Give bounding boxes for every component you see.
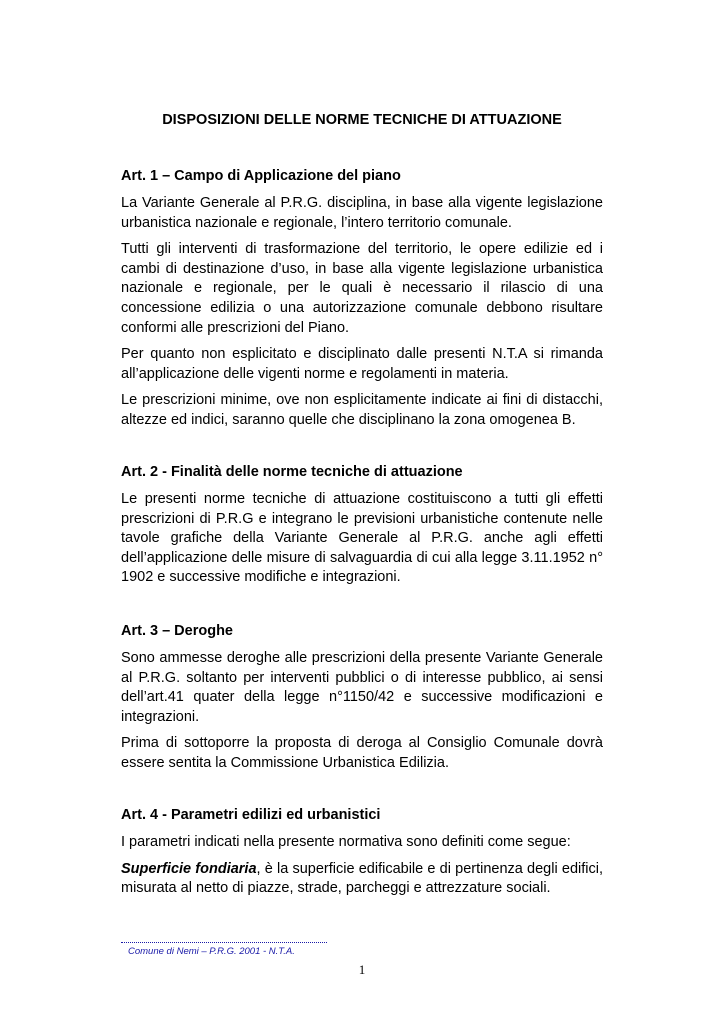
article-title: Art. 4 - Parametri edilizi ed urbanistici	[121, 807, 381, 823]
footer-divider	[121, 942, 327, 943]
article-paragraph: Le prescrizioni minime, ove non esplicitamente indicate ai fini di distacchi, altezze ed indici, saranno quelle che disciplinano la zona omogenea B.	[121, 392, 603, 428]
footer-text: Comune di Nemi – P.R.G. 2001 - N.T.A.	[128, 946, 295, 957]
definition-paragraph	[121, 860, 603, 899]
article-paragraph: Sono ammesse deroghe alle prescrizioni della presente Variante Generale al P.R.G. soltanto per interventi pubblici o di interesse pubblico, ai sensi dell’art.41 quater della legge n°1150/42 e successive modificazioni e integrazioni.	[121, 650, 603, 725]
article-paragraph: Tutti gli interventi di trasformazione del territorio, le opere edilizie ed i cambi di destinazione d’uso, in base alla vigente legislazione urbanistica nazionale e regionale, per le quali è necessario il rilascio di una concessione edilizia o una autorizzazione comunale debbono risultare conformi alle prescrizioni del Piano.	[121, 241, 603, 336]
article-title: Art. 2 - Finalità delle norme tecniche di attuazione	[121, 464, 463, 480]
article-3	[121, 621, 603, 781]
definition-term: Superficie fondiaria	[121, 860, 257, 877]
article-paragraph: Prima di sottoporre la proposta di deroga al Consiglio Comunale dovrà essere sentita la Commissione Urbanistica Edilizia.	[121, 735, 603, 771]
article-paragraph: La Variante Generale al P.R.G. disciplina, in base alla vigente legislazione urbanistica nazionale e regionale, l’intero territorio comunale.	[121, 195, 603, 231]
article-title: Art. 1 – Campo di Applicazione del piano	[121, 168, 401, 184]
article-2	[121, 462, 603, 595]
article-1	[121, 166, 603, 438]
document-title: DISPOSIZIONI DELLE NORME TECNICHE DI ATTUAZIONE	[162, 112, 562, 128]
article-4	[121, 805, 603, 906]
article-paragraph: Le presenti norme tecniche di attuazione costituiscono a tutti gli effetti prescrizioni di P.R.G e integrano le previsioni urbanistiche contenute nelle tavole grafiche della Variante Generale al P.R.G. anche agli effetti dell’applicazione delle misure di salvaguardia di cui alla legge 3.11.1952 n° 1902 e successive modifiche e integrazioni.	[121, 491, 603, 586]
definition-text: , è la superficie edificabile e di pertinenza degli edifici, misurata al netto di piazze, strade, parcheggi e attrezzature sociali.	[121, 860, 603, 897]
page-number: 1	[358, 962, 366, 977]
article-paragraph: Per quanto non esplicitato e disciplinato dalle presenti N.T.A si rimanda all’applicazione delle vigenti norme e regolamenti in materia.	[121, 346, 603, 382]
article-title: Art. 3 – Deroghe	[121, 623, 233, 639]
article-paragraph: I parametri indicati nella presente normativa sono definiti come segue:	[121, 834, 571, 850]
